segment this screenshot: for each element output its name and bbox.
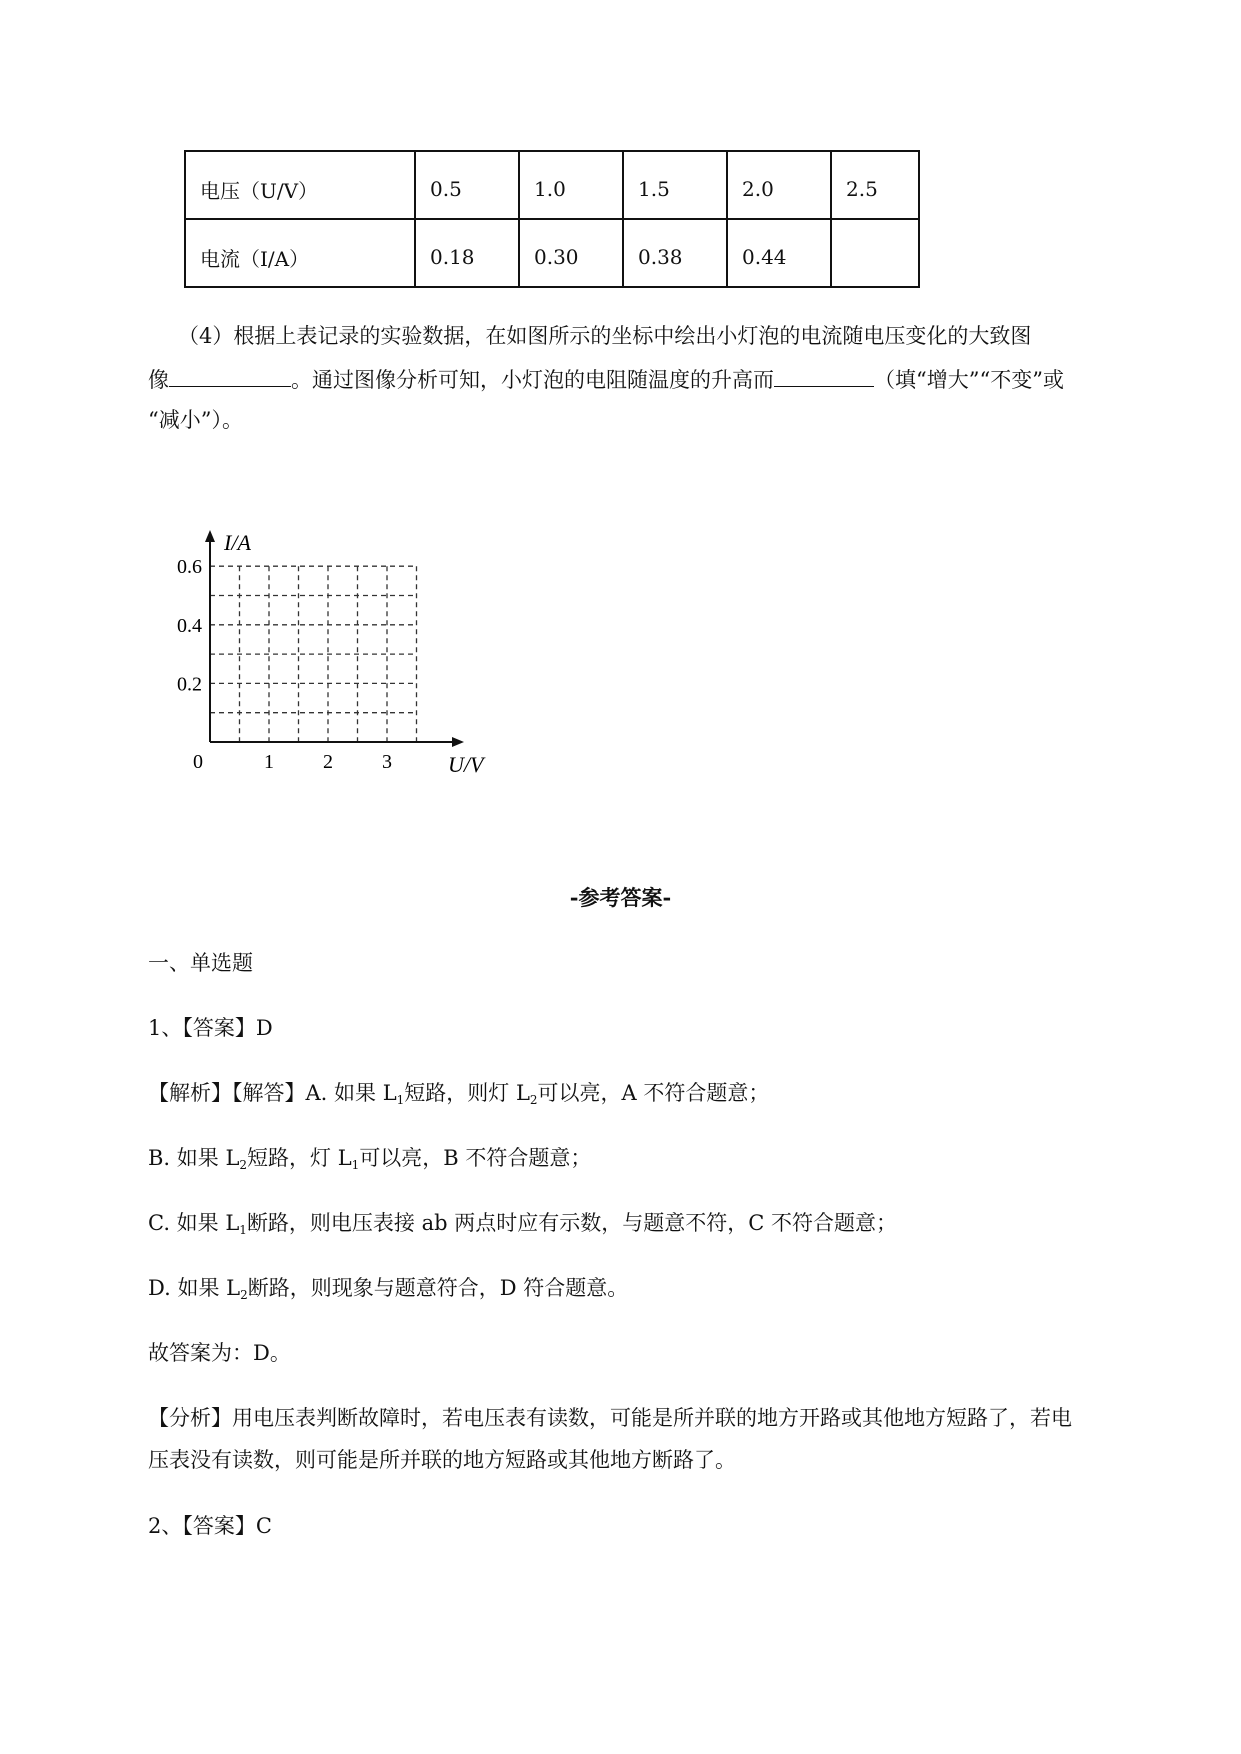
question4-line2 — [148, 362, 1064, 396]
text: 断路，则电压表接 ab 两点时应有示数，与题意不符，C 不符合题意； — [246, 1211, 897, 1235]
row-label: 电流（I/A） — [185, 219, 415, 287]
question4-line3: “减小”）。 — [148, 408, 243, 432]
table-cell: 1.5 — [623, 151, 727, 219]
text: C. 如果 L — [148, 1211, 240, 1235]
table-row-current — [185, 219, 919, 287]
table-cell: 1.0 — [519, 151, 623, 219]
row-label: 电压（U/V） — [185, 151, 415, 219]
text: 短路，则灯 L — [404, 1081, 530, 1105]
y-tick-label: 0.2 — [177, 673, 202, 696]
table-cell: 0.18 — [415, 219, 519, 287]
text: D. 如果 L — [148, 1276, 241, 1300]
table-cell — [831, 219, 919, 287]
question4-line2-b: 。通过图像分析可知，小灯泡的电阻随温度的升高而 — [291, 368, 774, 392]
subscript: 1 — [351, 1158, 360, 1172]
text: 可以亮，A 不符合题意； — [537, 1081, 770, 1105]
answers-title: -参考答案- — [569, 885, 672, 910]
y-axis-arrow-icon — [205, 530, 215, 542]
table-cell: 0.38 — [623, 219, 727, 287]
question4-line2-a: 像 — [148, 368, 169, 392]
y-tick-label: 0.4 — [177, 614, 202, 637]
table-cell: 0.5 — [415, 151, 519, 219]
chart-grid — [210, 566, 417, 742]
y-tick-label: 0.6 — [177, 556, 202, 579]
subscript: 2 — [240, 1288, 248, 1302]
subscript: 1 — [239, 1223, 247, 1237]
x-tick-label: 0 — [193, 751, 203, 773]
data-table — [184, 150, 920, 288]
conclusion: 故答案为：D。 — [148, 1341, 291, 1365]
analysis-d — [148, 1272, 628, 1311]
fenxi-line1: 【分析】用电压表判断故障时，若电压表有读数，可能是所并联的地方开路或其他地方短路了，若电 — [148, 1406, 1072, 1430]
fenxi-line2: 压表没有读数，则可能是所并联的地方短路或其他地方断路了。 — [148, 1448, 736, 1472]
answer-blank-1[interactable] — [169, 362, 291, 387]
text: 可以亮，B 不符合题意； — [359, 1146, 592, 1170]
analysis-c — [148, 1207, 897, 1246]
question4-line2-c: （填“增大”“不变”或 — [874, 368, 1064, 392]
subscript: 1 — [396, 1093, 405, 1107]
x-tick-label: 2 — [323, 751, 333, 773]
iu-chart — [160, 520, 500, 790]
table-cell: 2.0 — [727, 151, 831, 219]
text: 短路，灯 L — [247, 1146, 352, 1170]
text: 断路，则现象与题意符合，D 符合题意。 — [247, 1276, 629, 1300]
question4-line1: （4）根据上表记录的实验数据，在如图所示的坐标中绘出小灯泡的电流随电压变化的大致图 — [178, 324, 1032, 348]
x-axis-arrow-icon — [452, 737, 464, 747]
answer-blank-2[interactable] — [774, 362, 874, 387]
table-cell: 0.30 — [519, 219, 623, 287]
table-cell: 0.44 — [727, 219, 831, 287]
analysis-b — [148, 1142, 591, 1181]
text: B. 如果 L — [148, 1146, 240, 1170]
x-tick-label: 3 — [382, 751, 392, 773]
text: 【解析】【解答】A. 如果 L — [148, 1081, 397, 1105]
analysis-a — [148, 1077, 769, 1116]
subscript: 2 — [239, 1158, 248, 1172]
q1-answer: 1、【答案】D — [148, 1016, 273, 1040]
x-axis-label: U/V — [448, 752, 484, 777]
q2-answer: 2、【答案】C — [148, 1514, 272, 1538]
subscript: 2 — [529, 1093, 538, 1107]
y-axis-label: I/A — [224, 530, 251, 555]
section-heading: 一、单选题 — [148, 951, 253, 975]
table-row-voltage — [185, 151, 919, 219]
x-tick-label: 1 — [264, 751, 274, 773]
table-cell: 2.5 — [831, 151, 919, 219]
